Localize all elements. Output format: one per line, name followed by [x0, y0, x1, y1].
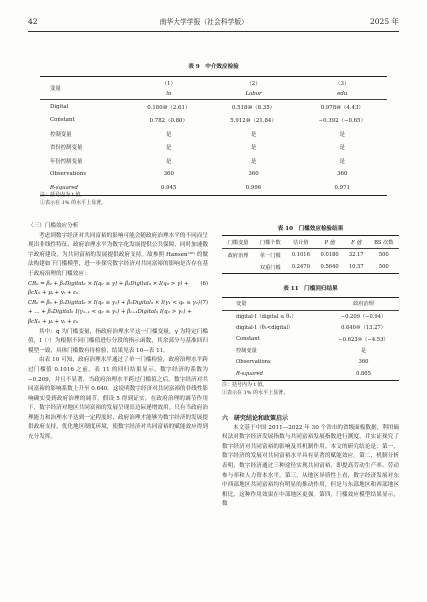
- table-header: P 值: [315, 236, 344, 249]
- equation-7: CRᵢₜ = β₀ + β₁Digitalᵢₜ × I(qᵢₜ ≤ γ₁) + β₂Digitalᵢₜ × I(γ₁ < qᵢₜ ≤ γ₂) + … + βₙDigitalᵢₜ I(γₙ₋₁ < qᵢₜ ≤ γₙ) + βₙ₊₁Digitalᵢₜ I(qᵢₜ > γₙ) + βcXᵢₜ + μᵢ + vₜ + εᵢₜ (7): [28, 299, 208, 325]
- table-row: Digital 0.180⑩（2.61） 0.518⑩（8.35） 0.978⑩（4.43）: [40, 100, 387, 114]
- col-number: （2）: [210, 77, 298, 89]
- paragraph: 考虑到数字经济对共同富裕的影响可能会随政府治理水平的不同而呈现出非线性特征，政府治理水平为数字化发展提供公共保障，同时加速数字政府建设，为共同富裕的发展提供政府支持。故参照 Hansen⁽¹⁶⁾ 的做法构建如下门槛模型，进一步探究数字经济对共同富裕的影响是否存在基于政府治理的门槛效应：: [28, 232, 208, 277]
- table-note: 注：括号内为 t 值。: [222, 382, 268, 388]
- right-column: [222, 414, 399, 510]
- equation-6: CRᵢₜ = β₀ + β₁Digitalᵢₜ × I(qᵢₜ ≤ γ) + β₂Digitalᵢₜ × I(qᵢₜ > γ) + βcXᵢₜ + μᵢ + vₜ + εᵢₜ (6): [28, 280, 208, 297]
- col-name: edu: [337, 90, 348, 97]
- journal-title: 南华大学学报（社会科学版）: [159, 18, 248, 26]
- col-name: Labor: [245, 90, 262, 97]
- paragraph: 本文基于中国 2011—2022 年 30 个省市的省级面板数据，利用熵权法对数字经济发展指数与共同富裕发展指数进行测度，并实证探究了数字经济对共同富裕的影响及其机制作用。本文的研究结论是：第一，数字经济的发展对共同富裕水平具有显著的赋能效应。第二，机制分析表明，数字经济通过三种途径实现共同富裕，即提高劳动生产率、劳动参与率和人力资本水平。第三，从地区异质性上看，数字经济发展对东中西部地区共同富裕均有明显的推动作用，但是与东部地区和西部地区相比，这种作用效果在中部地区更强。第四，门槛效应模型结果显示，数: [222, 424, 399, 508]
- table-row: 控制变量 是: [236, 348, 367, 355]
- table9: [40, 76, 387, 196]
- table-header: 估计值: [286, 236, 315, 249]
- year: 2025 年: [370, 16, 399, 26]
- table-header: 门槛变量: [222, 236, 254, 249]
- table9-caption: 表 9 中介效应检验: [188, 64, 239, 70]
- table-row: Observations 360 360 360: [50, 171, 348, 178]
- table10: [222, 235, 399, 274]
- table-header: F 值: [344, 236, 369, 249]
- page-number: 42: [28, 16, 38, 26]
- table-row: digital·I（θ₁<digital） 0.640⑩（13.27）: [236, 325, 386, 332]
- table-row: R-squared 0.865: [222, 368, 399, 380]
- table-row: 政府治理 单一门槛 0.1016 0.0180 32.17 500: [227, 252, 389, 259]
- page-header: [28, 14, 399, 28]
- section-heading: 六 研究结论和政策启示: [222, 415, 289, 422]
- table-note: 注：括号内为 t 值。: [40, 192, 86, 198]
- section-heading: （三）门槛效应分析: [28, 223, 79, 229]
- var-header: 变量: [40, 77, 128, 100]
- table-row: Constant −0.623⑩（−4.53）: [236, 336, 389, 343]
- table-row: Constant 0.782（0.80） 5.912⑩（21.84） −0.392（−0.65）: [50, 117, 366, 125]
- table-row: R-squared 0.945 0.996 0.971: [40, 181, 387, 195]
- table9-notes: [40, 191, 106, 207]
- table-row: 年份控制变量 是 是 是: [50, 158, 345, 165]
- table-header: 门槛个数: [254, 236, 286, 249]
- table-header: 变量: [222, 298, 328, 311]
- table-header: BS 次数: [369, 236, 399, 249]
- table10-caption: 表 10 门槛效应检验结果: [277, 226, 344, 232]
- table11-notes: [222, 381, 288, 397]
- table-row: digital·I（digital ≤ θ₁） −0.209（−0.94）: [236, 313, 387, 320]
- table-row: 省份控制变量 是 是 是: [50, 145, 345, 152]
- left-column: [28, 222, 208, 443]
- table-row: Observations 360: [236, 359, 369, 366]
- table11-caption: 表 11 门槛回归结果: [283, 286, 338, 292]
- col-name: lo: [166, 90, 172, 97]
- paragraph: 其中：q 为门槛变量，指政府治理水平这一门槛变量，γ 为特定门槛值，I（·）为根据不同门槛值进行分段的指示函数，其余部分与基准回归模型一致，具体门槛数有待检验，结果见表 10—表 11。: [28, 328, 208, 354]
- table-note: ①表示在 1% 的水平上显著。: [40, 200, 107, 206]
- table-row: 控制变量 是 是 是: [50, 131, 345, 138]
- col-number: （1）: [128, 77, 210, 89]
- table-note: ①表示在 1% 的水平上显著。: [222, 390, 289, 396]
- table-row: 双重门槛 0.2470 0.5640 10.57 500: [222, 261, 399, 274]
- col-number: （3）: [298, 77, 387, 89]
- table-header: 政府治理: [328, 298, 399, 311]
- paragraph: 由表 10 可知，政府治理水平通过了单一门槛检验，政府治理水平跨过门槛值 0.1016 之前，表 11 的回归结果显示，数字经济的系数为 −0.209，并且不显著，当政府治理水平跨过门槛值之后，数字经济对共同富裕的影响系数上升至 0.640。这说明数字经济对共同富裕的非线性影响确实受到政府治理的调节，假设 5 得到证实。在政府治理的调节作用下，数字经济对地区共同富裕的发展呈现出边际递增效用。只有当政府治理能力和治理水平达到一定程度时，政府治理才能够为数字经济的发展提供政府支持，优化地区制度环境，使数字经济对共同富裕的赋能效应得到充分发挥。: [28, 357, 209, 441]
- header-rule: [28, 31, 399, 32]
- table11: [222, 297, 399, 381]
